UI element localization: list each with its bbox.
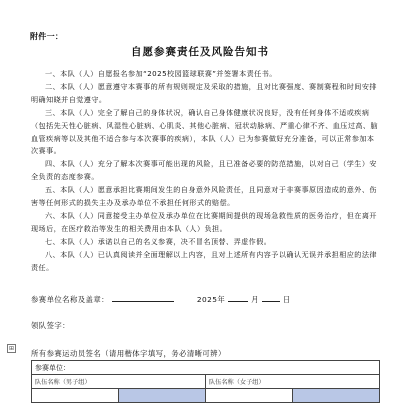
unit-label: 参赛单位名称及盖章： (31, 295, 109, 304)
table-cell[interactable] (32, 389, 119, 403)
clause-8: 八、本队（人）已认真阅读并全面理解以上内容，且对上述所有内容予以确认无误并承担相应的法律责任。 (31, 249, 377, 272)
date-month: 月 (251, 295, 259, 304)
unit-blank[interactable] (112, 293, 174, 302)
clause-1: 一、本队（人）自愿报名参加“2025校园篮球联赛”并签署本责任书。 (45, 69, 277, 78)
table-cell[interactable] (293, 389, 380, 403)
team-name-female-cell[interactable]: 队伍名称（女子组） (206, 375, 380, 389)
unit-and-date-line (31, 293, 291, 305)
clauses (31, 68, 380, 275)
table-cell[interactable] (119, 389, 206, 403)
clause-2: 二、本队（人）愿意遵守本赛事的所有规则规定及采取的措施，且对比赛强度、赛制赛程和时间安排明确知晓并自觉遵守。 (31, 81, 377, 104)
signature-table (31, 360, 380, 403)
date-day: 日 (282, 295, 291, 304)
leader-signature-label: 领队签字： (31, 321, 70, 330)
clause-6: 六、本队（人）同意接受主办单位及承办单位在比赛期间提供的现场急救性质的医务治疗，但在离开现场后，在医疗救治等发生的相关费用由本队（人）负担。 (31, 210, 377, 233)
table-anchor-icon[interactable]: ⊞ (8, 345, 15, 352)
clause-4: 四、本队（人）充分了解本次赛事可能出现的风险，且已准备必要的防范措施，以对自己（学生）安全负责的态度参赛。 (31, 159, 377, 182)
table-cell[interactable] (206, 389, 293, 403)
team-name-male-cell[interactable]: 队伍名称（男子组） (32, 375, 206, 389)
day-blank[interactable] (262, 293, 280, 302)
clause-7: 七、本队（人）承诺以自己的名义参赛，决不冒名顶替、弄虚作假。 (45, 236, 272, 246)
table-row (32, 375, 380, 389)
document-title: 自愿参赛责任及风险告知书 (131, 46, 269, 58)
table-row (32, 361, 380, 375)
signature-table-title: 所有参赛运动员签名（请用楷体字填写，务必清晰可辨） (31, 349, 226, 358)
month-blank[interactable] (228, 293, 248, 302)
attachment-label: 附件一： (30, 32, 64, 41)
clause-3: 三、本队（人）完全了解自己的身体状况，确认自己身体健康状况良好，没有任何身体不适或疾病（包括先天性心脏病、风湿性心脏病、心肌炎、其他心脏病、冠状动脉病、严重心律不齐、血压过高、脑血管疾病等以及其他不适合参与本次赛事的疾病），本队（人）已为参赛做好充分准备，可以正常参加本次赛事。 (31, 107, 379, 156)
clause-5: 五、本队（人）愿意承担比赛期间发生的自身意外风险责任，且同意对于非赛事原因造成的意外、伤害等任何形式的损失主办及承办单位不承担任何形式的赔偿。 (31, 185, 377, 208)
unit-header-cell[interactable]: 参赛单位： (32, 361, 380, 375)
date-year: 2025年 (196, 295, 226, 304)
table-row (32, 389, 380, 403)
